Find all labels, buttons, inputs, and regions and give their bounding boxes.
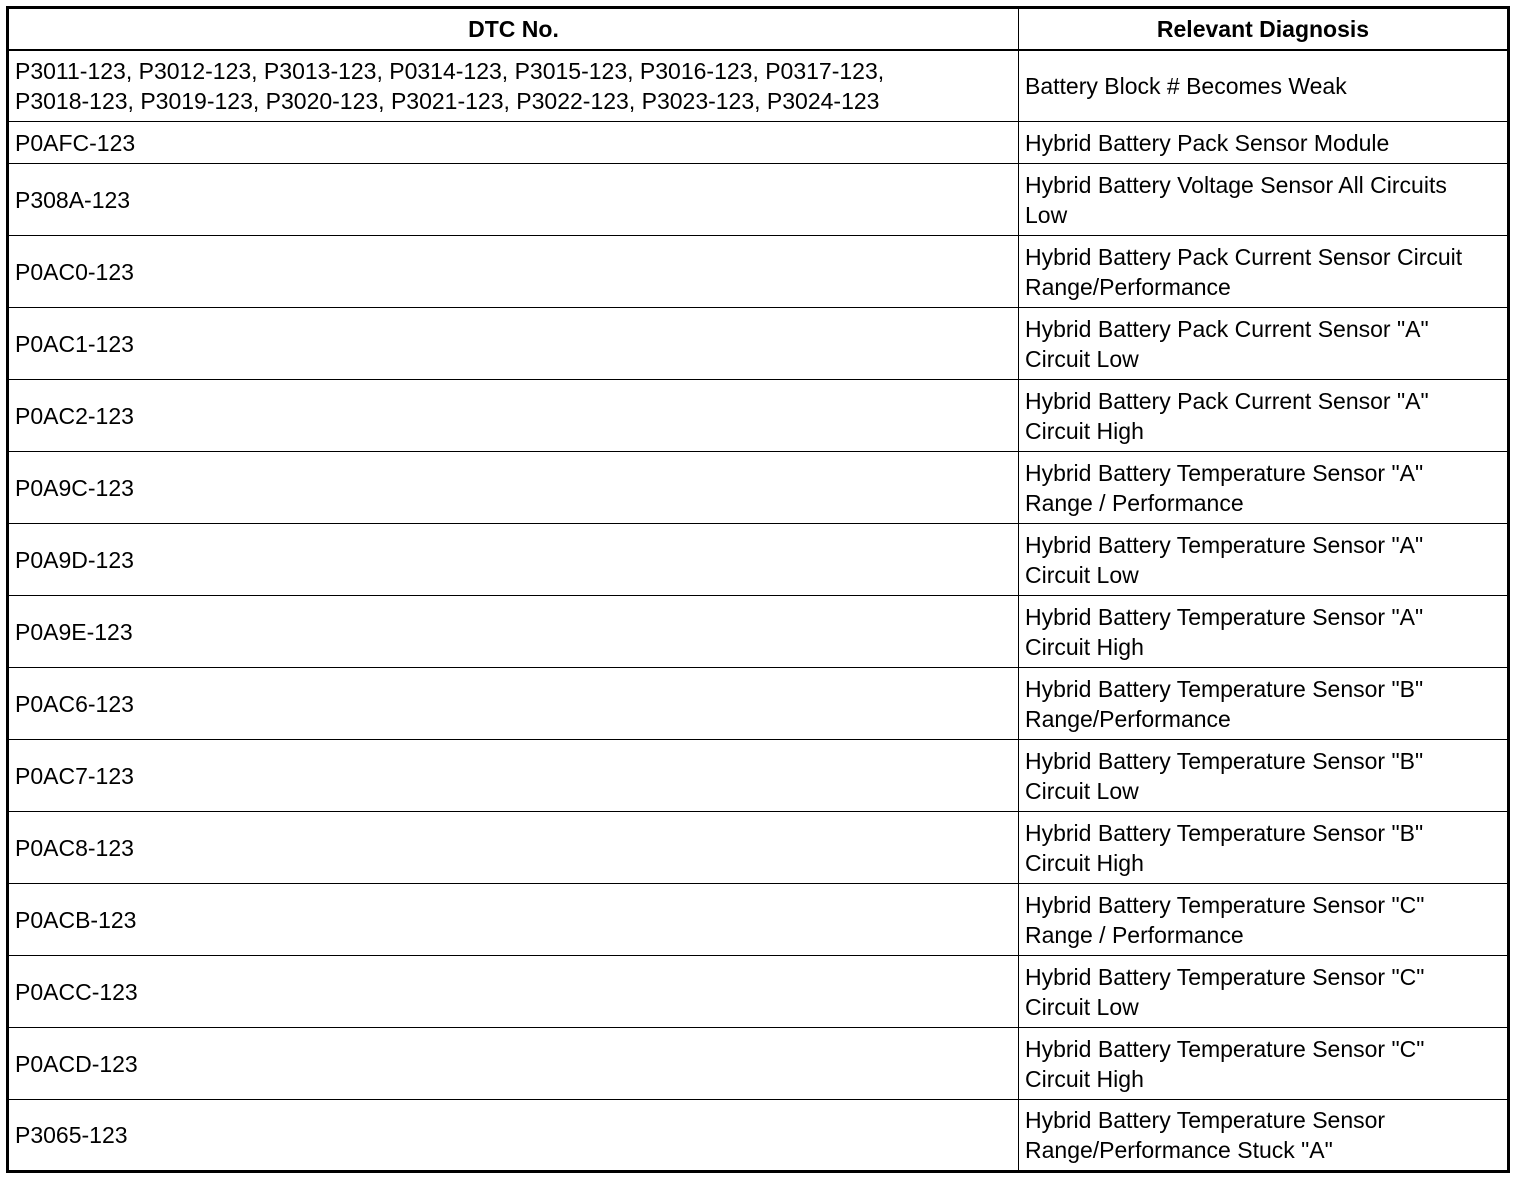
- table-row: [8, 308, 1509, 380]
- diagnosis-cell: Hybrid Battery Temperature Sensor "B" Circuit High: [1019, 812, 1509, 884]
- dtc-code-cell: P0AC2-123: [8, 380, 1019, 452]
- dtc-code-cell: P0AC8-123: [8, 812, 1019, 884]
- dtc-table: [6, 6, 1510, 1173]
- column-header-dtc-no: DTC No.: [8, 8, 1019, 50]
- dtc-code-cell: P0AC1-123: [8, 308, 1019, 380]
- table-header: [8, 8, 1509, 50]
- diagnosis-cell: Hybrid Battery Temperature Sensor "C" Range / Performance: [1019, 884, 1509, 956]
- diagnosis-cell: Hybrid Battery Temperature Sensor "B" Range/Performance: [1019, 668, 1509, 740]
- diagnosis-cell: Hybrid Battery Temperature Sensor "A" Range / Performance: [1019, 452, 1509, 524]
- dtc-code-cell: P308A-123: [8, 164, 1019, 236]
- diagnosis-cell: Hybrid Battery Temperature Sensor "C" Circuit Low: [1019, 956, 1509, 1028]
- table-row: [8, 122, 1509, 164]
- dtc-code-cell: P0ACD-123: [8, 1028, 1019, 1100]
- dtc-code-cell: P0AC0-123: [8, 236, 1019, 308]
- table-row: [8, 1100, 1509, 1172]
- table-row: [8, 236, 1509, 308]
- dtc-code-cell: P0A9D-123: [8, 524, 1019, 596]
- dtc-code-cell: P0A9E-123: [8, 596, 1019, 668]
- diagnosis-cell: Hybrid Battery Pack Current Sensor "A" Circuit High: [1019, 380, 1509, 452]
- table-row: [8, 524, 1509, 596]
- table-row: [8, 812, 1509, 884]
- dtc-code-cell: P3065-123: [8, 1100, 1019, 1172]
- table-row: [8, 884, 1509, 956]
- table-row: [8, 596, 1509, 668]
- dtc-code-cell: P0ACC-123: [8, 956, 1019, 1028]
- diagnosis-cell: Hybrid Battery Temperature Sensor "B" Circuit Low: [1019, 740, 1509, 812]
- diagnosis-cell: Hybrid Battery Pack Current Sensor Circuit Range/Performance: [1019, 236, 1509, 308]
- dtc-code-cell: P0AC7-123: [8, 740, 1019, 812]
- table-row: [8, 50, 1509, 122]
- header-row: [8, 8, 1509, 50]
- table-row: [8, 380, 1509, 452]
- dtc-code-cell: P0A9C-123: [8, 452, 1019, 524]
- table-row: [8, 164, 1509, 236]
- column-header-relevant-diagnosis: Relevant Diagnosis: [1019, 8, 1509, 50]
- diagnosis-cell: Hybrid Battery Voltage Sensor All Circuits Low: [1019, 164, 1509, 236]
- table-row: [8, 1028, 1509, 1100]
- diagnosis-cell: Hybrid Battery Temperature Sensor "A" Circuit Low: [1019, 524, 1509, 596]
- dtc-code-cell: P0ACB-123: [8, 884, 1019, 956]
- table-row: [8, 452, 1509, 524]
- diagnosis-cell: Battery Block # Becomes Weak: [1019, 50, 1509, 122]
- table-row: [8, 668, 1509, 740]
- diagnosis-cell: Hybrid Battery Temperature Sensor Range/Performance Stuck "A": [1019, 1100, 1509, 1172]
- table-row: [8, 956, 1509, 1028]
- dtc-code-cell: P3011-123, P3012-123, P3013-123, P0314-123, P3015-123, P3016-123, P0317-123, P3018-123, P3019-123, P3020-123, P3021-123, P3022-123, P3023-123, P3024-123: [8, 50, 1019, 122]
- diagnosis-cell: Hybrid Battery Pack Current Sensor "A" Circuit Low: [1019, 308, 1509, 380]
- diagnosis-cell: Hybrid Battery Pack Sensor Module: [1019, 122, 1509, 164]
- diagnosis-cell: Hybrid Battery Temperature Sensor "A" Circuit High: [1019, 596, 1509, 668]
- diagnosis-cell: Hybrid Battery Temperature Sensor "C" Circuit High: [1019, 1028, 1509, 1100]
- dtc-code-cell: P0AFC-123: [8, 122, 1019, 164]
- dtc-code-cell: P0AC6-123: [8, 668, 1019, 740]
- table-body: [8, 50, 1509, 1172]
- table-row: [8, 740, 1509, 812]
